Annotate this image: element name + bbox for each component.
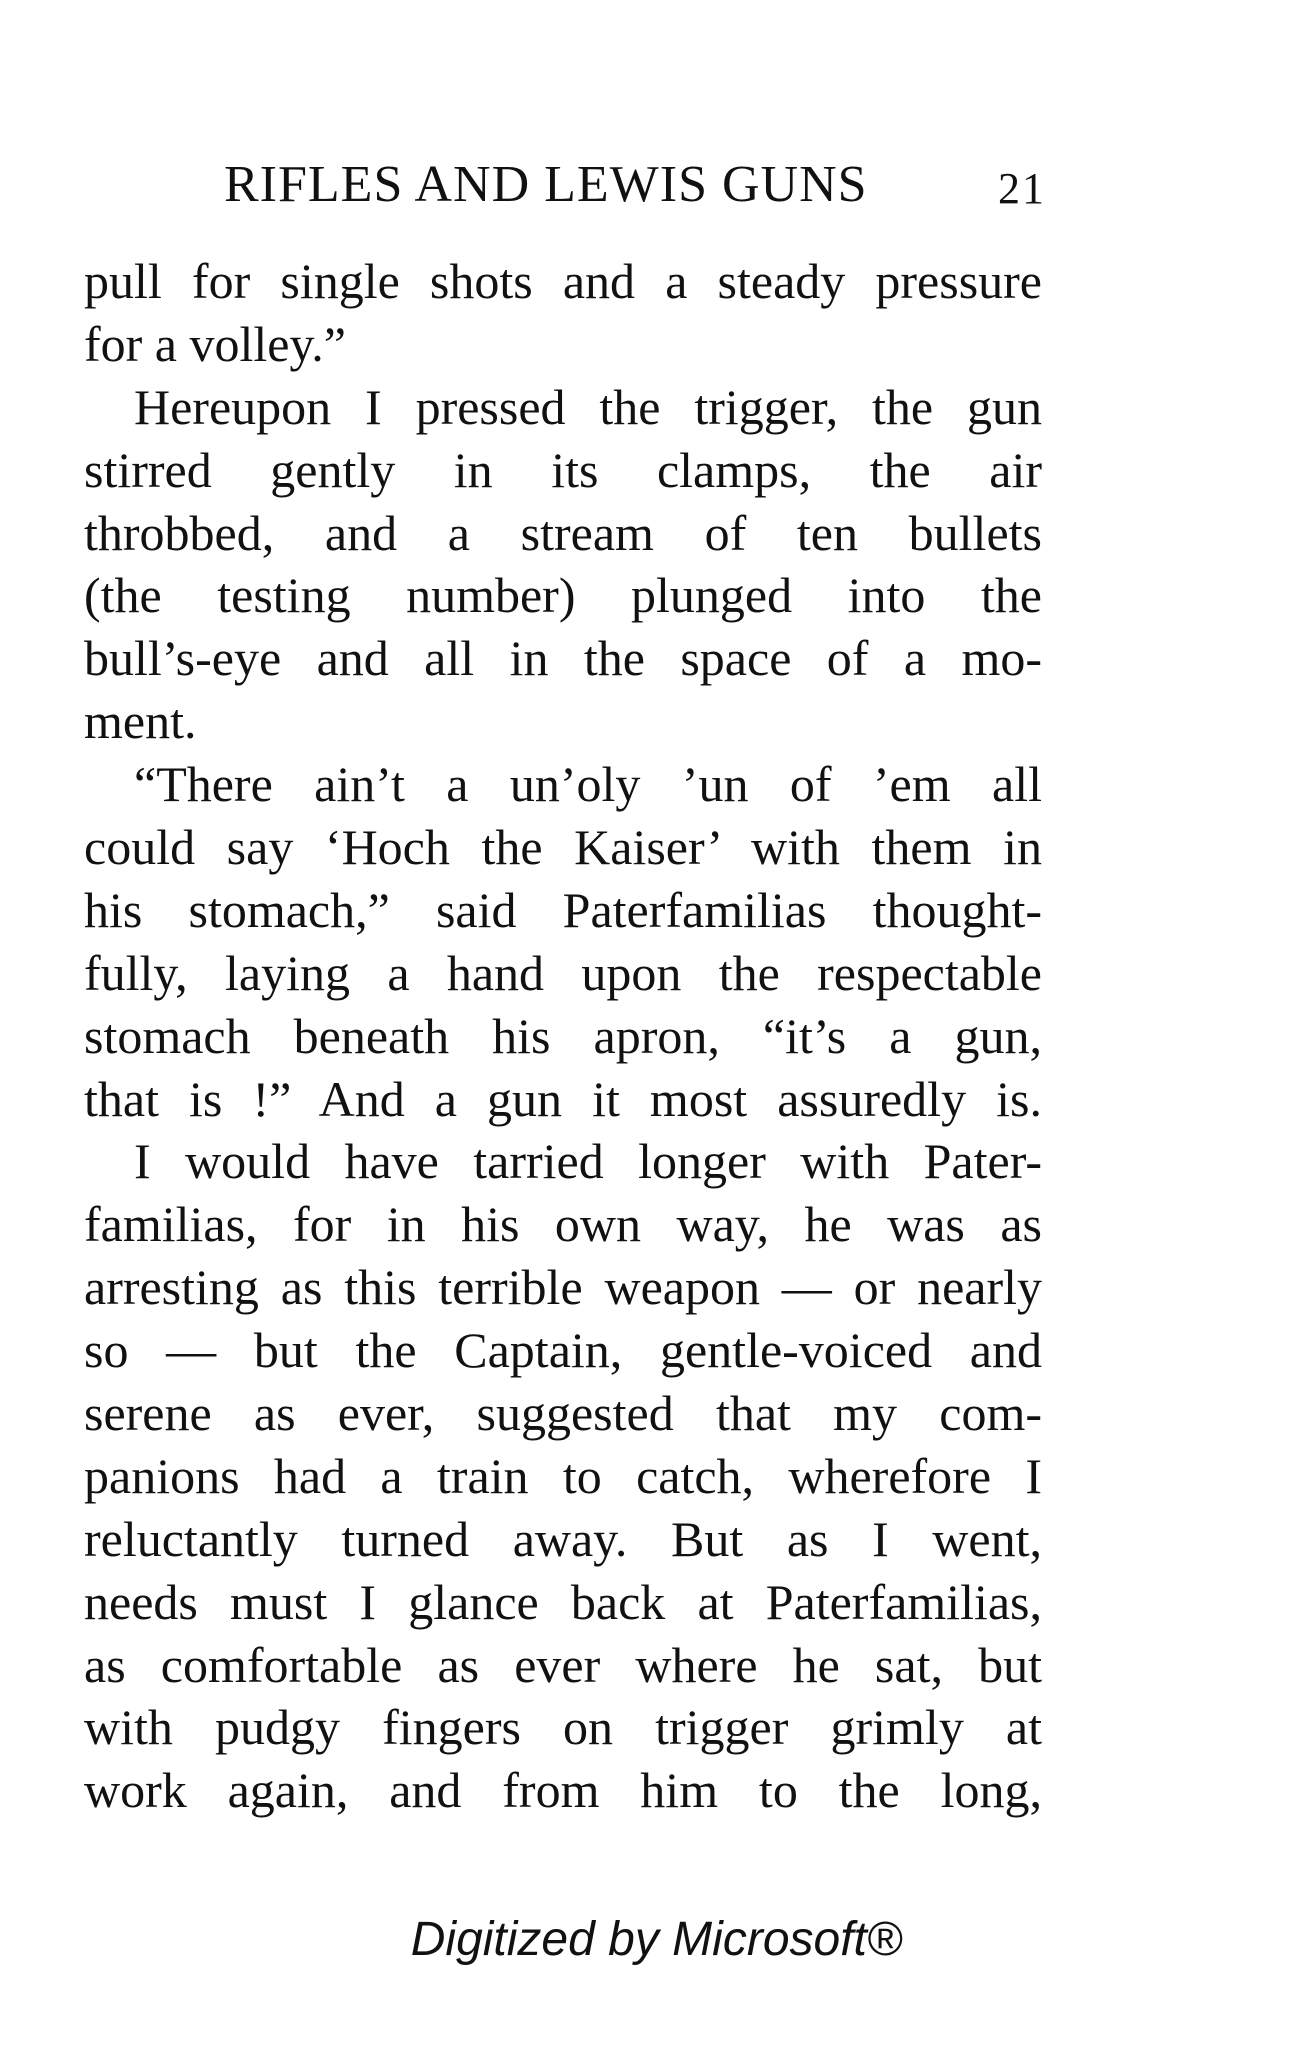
- digitization-watermark: Digitized by Microsoft®: [410, 1913, 903, 1966]
- text-line: his stomach,” said Paterfamilias thought-: [84, 881, 1042, 938]
- text-line: I would have tarried longer with Pater-: [134, 1133, 1042, 1190]
- running-head: [84, 150, 1060, 220]
- text-line: for a volley.”: [84, 315, 346, 372]
- text-line: could say ‘Hoch the Kaiser’ with them in: [84, 819, 1042, 876]
- text-line: bull’s-eye and all in the space of a mo-: [84, 630, 1042, 687]
- text-line: “There ain’t a un’oly ’un of ’em all: [134, 756, 1042, 813]
- text-line: pull for single shots and a steady pressure: [84, 253, 1042, 309]
- text-line: panions had a train to catch, wherefore I: [84, 1447, 1042, 1504]
- text-line: so — but the Captain, gentle-voiced and: [84, 1322, 1042, 1379]
- text-line: arresting as this terrible weapon — or nearly: [84, 1259, 1042, 1316]
- text-line: reluctantly turned away. But as I went,: [84, 1510, 1042, 1567]
- text-line: as comfortable as ever where he sat, but: [84, 1636, 1042, 1693]
- text-line: that is !” And a gun it most assuredly is.: [84, 1070, 1042, 1127]
- text-line: with pudgy fingers on trigger grimly at: [84, 1699, 1042, 1756]
- text-line: familias, for in his own way, he was as: [84, 1196, 1042, 1253]
- text-line: throbbed, and a stream of ten bullets: [84, 504, 1042, 561]
- text-line: serene as ever, suggested that my com-: [84, 1385, 1042, 1442]
- page-number: 21: [998, 164, 1046, 213]
- text-line: ment.: [84, 693, 197, 750]
- running-title: RIFLES AND LEWIS GUNS: [224, 156, 868, 213]
- text-line: work again, and from him to the long,: [84, 1762, 1042, 1819]
- text-line: needs must I glance back at Paterfamilias,: [84, 1573, 1042, 1630]
- text-line: fully, laying a hand upon the respectable: [84, 944, 1042, 1001]
- body-text: [84, 250, 1042, 1822]
- text-line: stomach beneath his apron, “it’s a gun,: [84, 1007, 1042, 1064]
- text-line: stirred gently in its clamps, the air: [84, 441, 1042, 498]
- text-line: Hereupon I pressed the trigger, the gun: [134, 378, 1042, 435]
- text-line: (the testing number) plunged into the: [84, 567, 1042, 624]
